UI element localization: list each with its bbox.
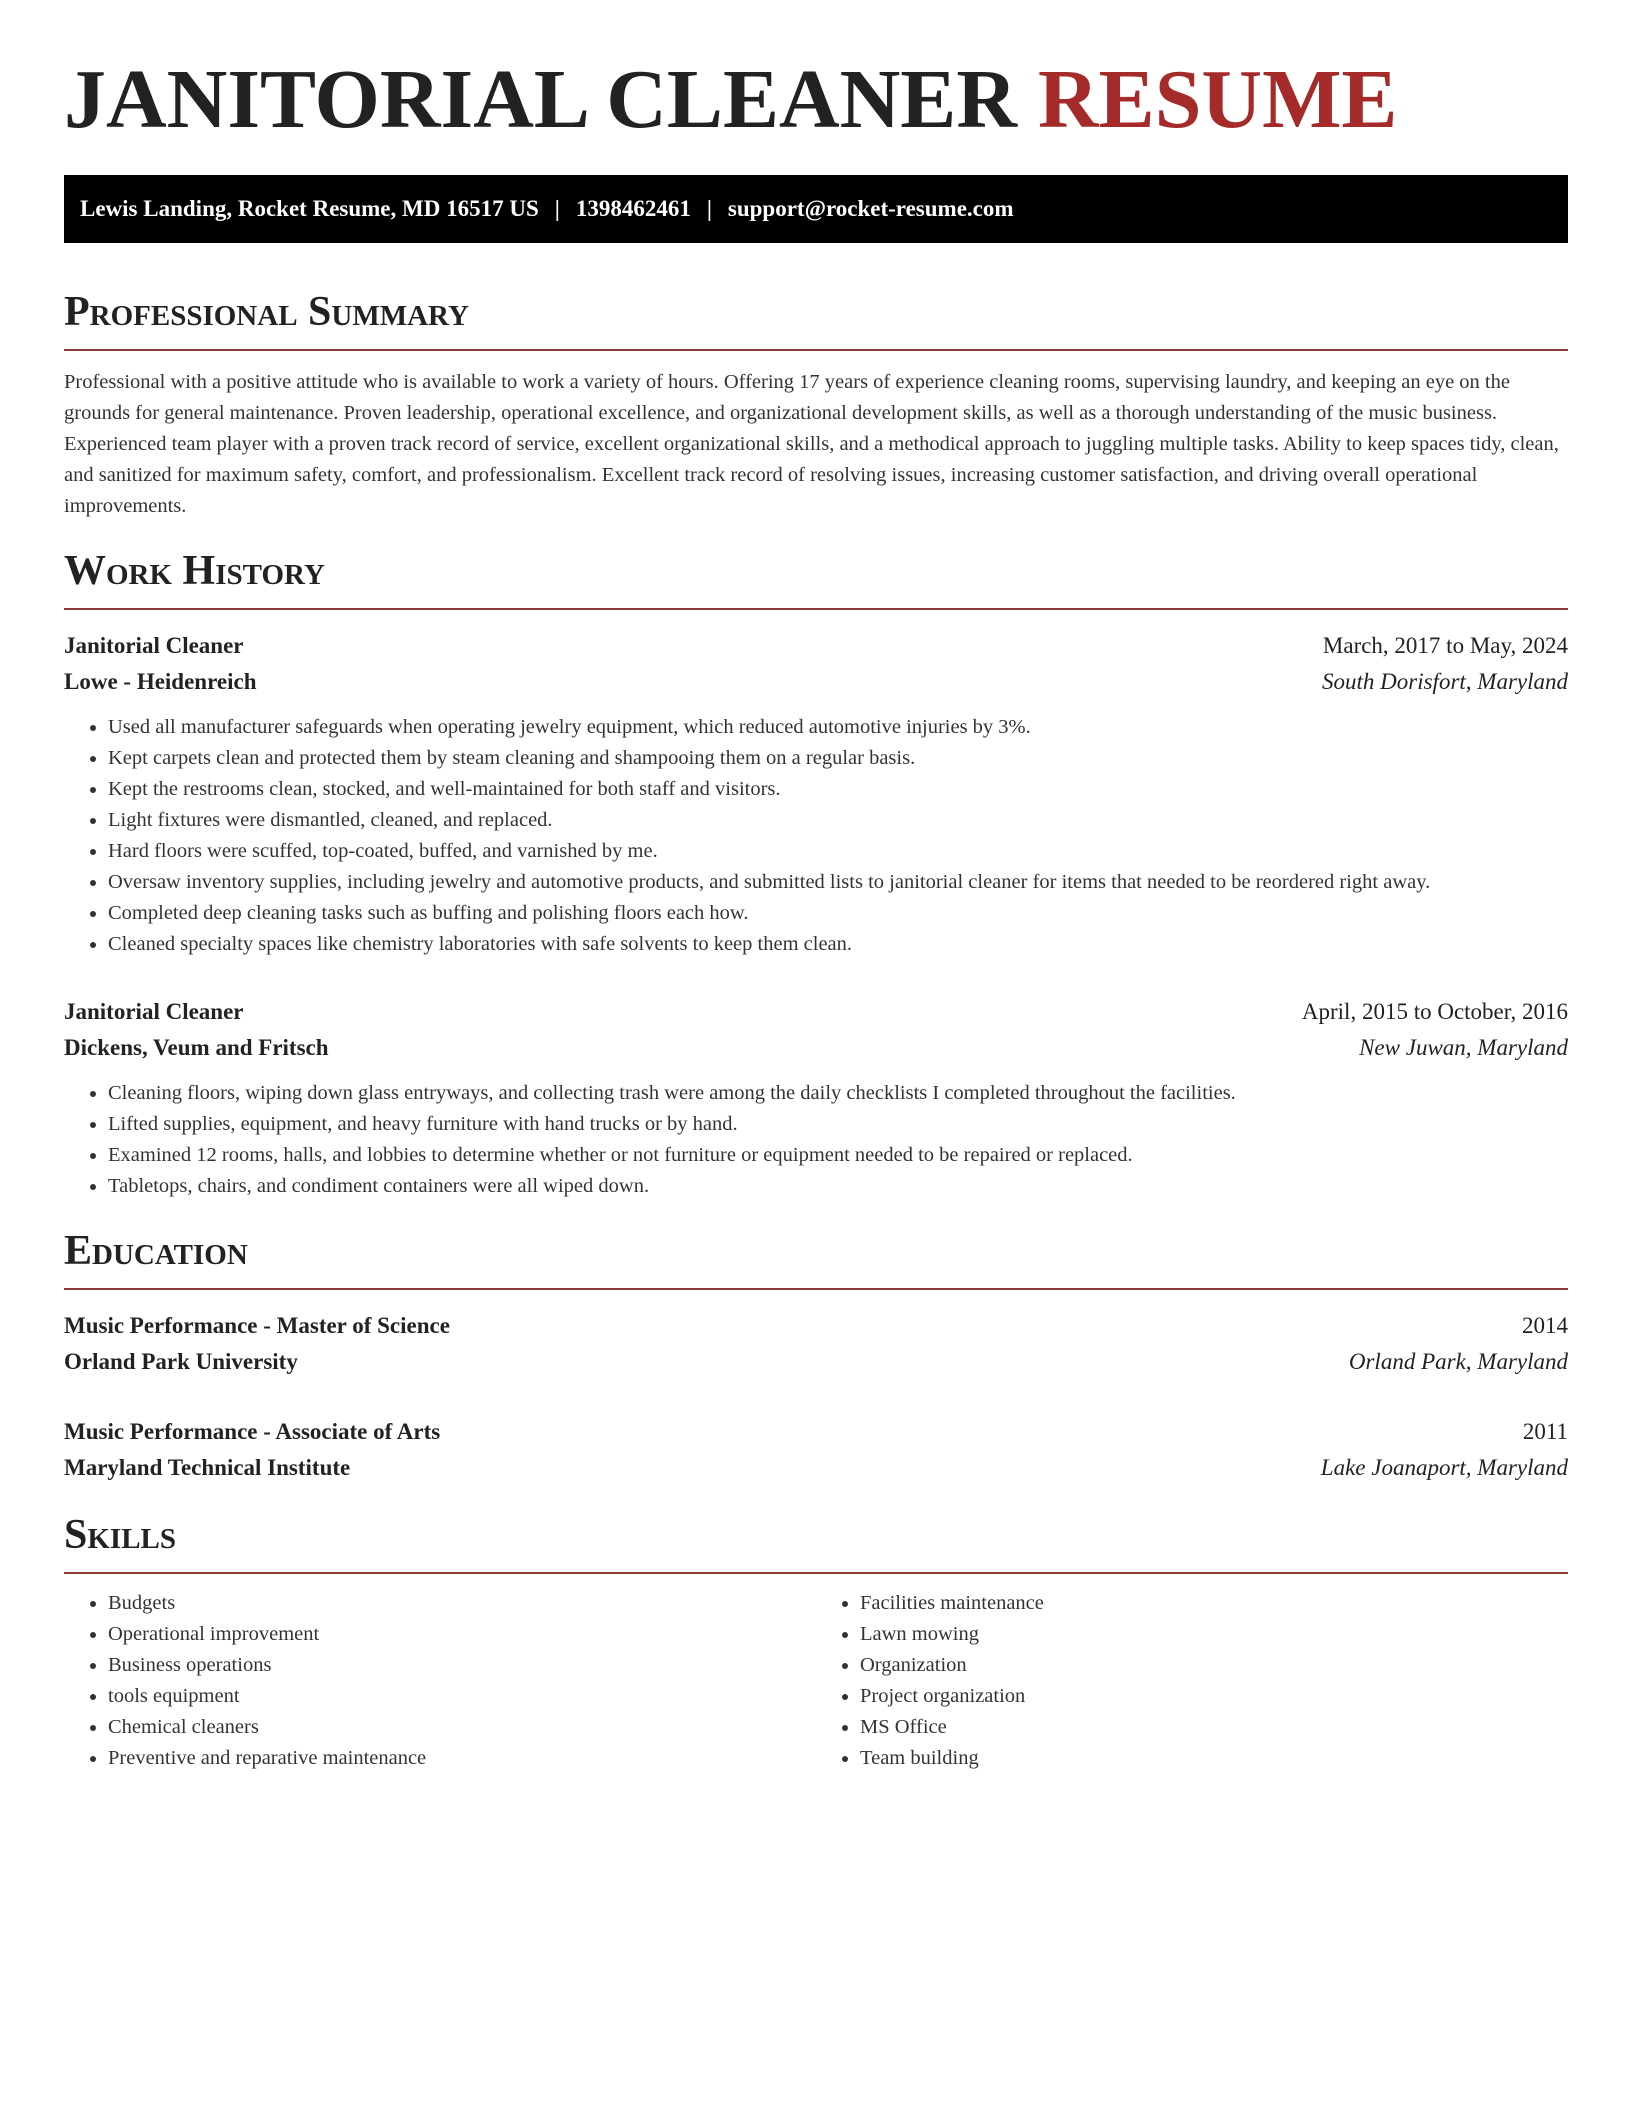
- summary-text: Professional with a positive attitude who is available to work a variety of hours. Offering 17 years of experience cleaning rooms, supervising laundry, and keeping an eye on the grounds for general maintenance. Proven leadership, operational excellence, and organizational development skills, as well as a thorough understanding of the music business. Experienced team player with a proven track record of service, excellent organizational skills, and a methodical approach to juggling multiple tasks. Ability to keep spaces tidy, clean, and sanitized for maximum safety, comfort, and professionalism. Excellent track record of resolving issues, increasing customer satisfaction, and driving overall operational improvements.: [64, 370, 1559, 517]
- job-entry: [64, 994, 1568, 1202]
- skills-list: [64, 1588, 816, 1774]
- job-bullet: • Cleaned specialty spaces like chemistry laboratories with safe solvents to keep them clean.: [108, 929, 1568, 960]
- job-title: Janitorial Cleaner: [64, 998, 244, 1024]
- skill-item: • MS Office: [860, 1712, 1568, 1743]
- job-bullet: • Completed deep cleaning tasks such as buffing and polishing floors each how.: [108, 898, 1568, 929]
- job-company-row: [64, 664, 1568, 700]
- skill-item: • Team building: [860, 1743, 1568, 1774]
- education-heading: Education: [64, 1228, 1568, 1290]
- skill-item: • Chemical cleaners: [108, 1712, 816, 1743]
- job-bullet: • Examined 12 rooms, halls, and lobbies to determine whether or not furniture or equipment needed to be repaired or replaced.: [108, 1140, 1568, 1171]
- job-bullet: • Tabletops, chairs, and condiment containers were all wiped down.: [108, 1171, 1568, 1202]
- education-school: Orland Park University: [64, 1349, 298, 1375]
- skills-heading: Skills: [64, 1512, 1568, 1574]
- title-accent: RESUME: [1038, 53, 1398, 146]
- education-school-row: [64, 1344, 1568, 1380]
- job-bullet: • Oversaw inventory supplies, including jewelry and automotive products, and submitted lists to janitorial cleaner for items that needed to be reordered right away.: [108, 867, 1568, 898]
- education-entry: [64, 1308, 1568, 1380]
- education-school: Maryland Technical Institute: [64, 1455, 351, 1481]
- education-school-row: [64, 1450, 1568, 1486]
- skill-item: • Business operations: [108, 1650, 816, 1681]
- contact-address: Lewis Landing, Rocket Resume, MD 16517 US: [80, 195, 539, 221]
- resume-title: [64, 52, 1568, 149]
- contact-email: support@rocket-resume.com: [727, 195, 1014, 221]
- job-dates: March, 2017 to May, 2024: [1322, 632, 1568, 658]
- job-bullet: • Hard floors were scuffed, top-coated, buffed, and varnished by me.: [108, 836, 1568, 867]
- skill-item: • Project organization: [860, 1681, 1568, 1712]
- job-entry: [64, 628, 1568, 960]
- education-year: 2011: [1522, 1419, 1568, 1445]
- skill-item: • Preventive and reparative maintenance: [108, 1743, 816, 1774]
- skill-item: • Lawn mowing: [860, 1619, 1568, 1650]
- job-bullet: • Light fixtures were dismantled, cleaned, and replaced.: [108, 805, 1568, 836]
- title-main: JANITORIAL CLEANER: [64, 53, 1017, 146]
- job-bullet: • Cleaning floors, wiping down glass entryways, and collecting trash were among the daily checklists I completed throughout the facilities.: [108, 1078, 1568, 1109]
- job-bullet: • Kept carpets clean and protected them by steam cleaning and shampooing them on a regular basis.: [108, 743, 1568, 774]
- job-location: South Dorisfort, Maryland: [1322, 668, 1568, 694]
- skills-column-left: [64, 1588, 816, 1774]
- job-company: Lowe - Heidenreich: [64, 668, 257, 694]
- education-degree: Music Performance - Associate of Arts: [64, 1419, 441, 1445]
- contact-phone: 1398462461: [575, 195, 691, 221]
- skill-item: • tools equipment: [108, 1681, 816, 1712]
- skill-item: • Operational improvement: [108, 1619, 816, 1650]
- contact-separator: |: [706, 195, 712, 221]
- education-location: Lake Joanaport, Maryland: [1320, 1455, 1568, 1481]
- education-degree: Music Performance - Master of Science: [64, 1313, 450, 1339]
- skill-item: • Budgets: [108, 1588, 816, 1619]
- job-dates: April, 2015 to October, 2016: [1301, 998, 1568, 1024]
- job-company-row: [64, 1030, 1568, 1066]
- education-year: 2014: [1522, 1313, 1568, 1339]
- education-degree-row: [64, 1414, 1568, 1450]
- education-entry: [64, 1414, 1568, 1486]
- skill-item: • Organization: [860, 1650, 1568, 1681]
- job-title: Janitorial Cleaner: [64, 632, 244, 658]
- skill-item: • Facilities maintenance: [860, 1588, 1568, 1619]
- job-bullet: • Lifted supplies, equipment, and heavy furniture with hand trucks or by hand.: [108, 1109, 1568, 1140]
- contact-separator: |: [554, 195, 560, 221]
- skills-grid: [64, 1588, 1568, 1774]
- job-bullet: • Kept the restrooms clean, stocked, and well-maintained for both staff and visitors.: [108, 774, 1568, 805]
- job-header-row: [64, 628, 1568, 664]
- skills-column-right: [816, 1588, 1568, 1774]
- education-degree-row: [64, 1308, 1568, 1344]
- job-bullet: • Used all manufacturer safeguards when operating jewelry equipment, which reduced automotive injuries by 3%.: [108, 712, 1568, 743]
- job-location: New Juwan, Maryland: [1359, 1034, 1568, 1060]
- job-bullets: [64, 712, 1568, 960]
- summary-heading: Professional Summary: [64, 289, 1568, 351]
- job-header-row: [64, 994, 1568, 1030]
- job-bullets: [64, 1078, 1568, 1202]
- work-history-heading: Work History: [64, 548, 1568, 610]
- job-company: Dickens, Veum and Fritsch: [64, 1034, 329, 1060]
- education-location: Orland Park, Maryland: [1348, 1349, 1568, 1375]
- contact-bar: [64, 175, 1568, 243]
- skills-list: [816, 1588, 1568, 1774]
